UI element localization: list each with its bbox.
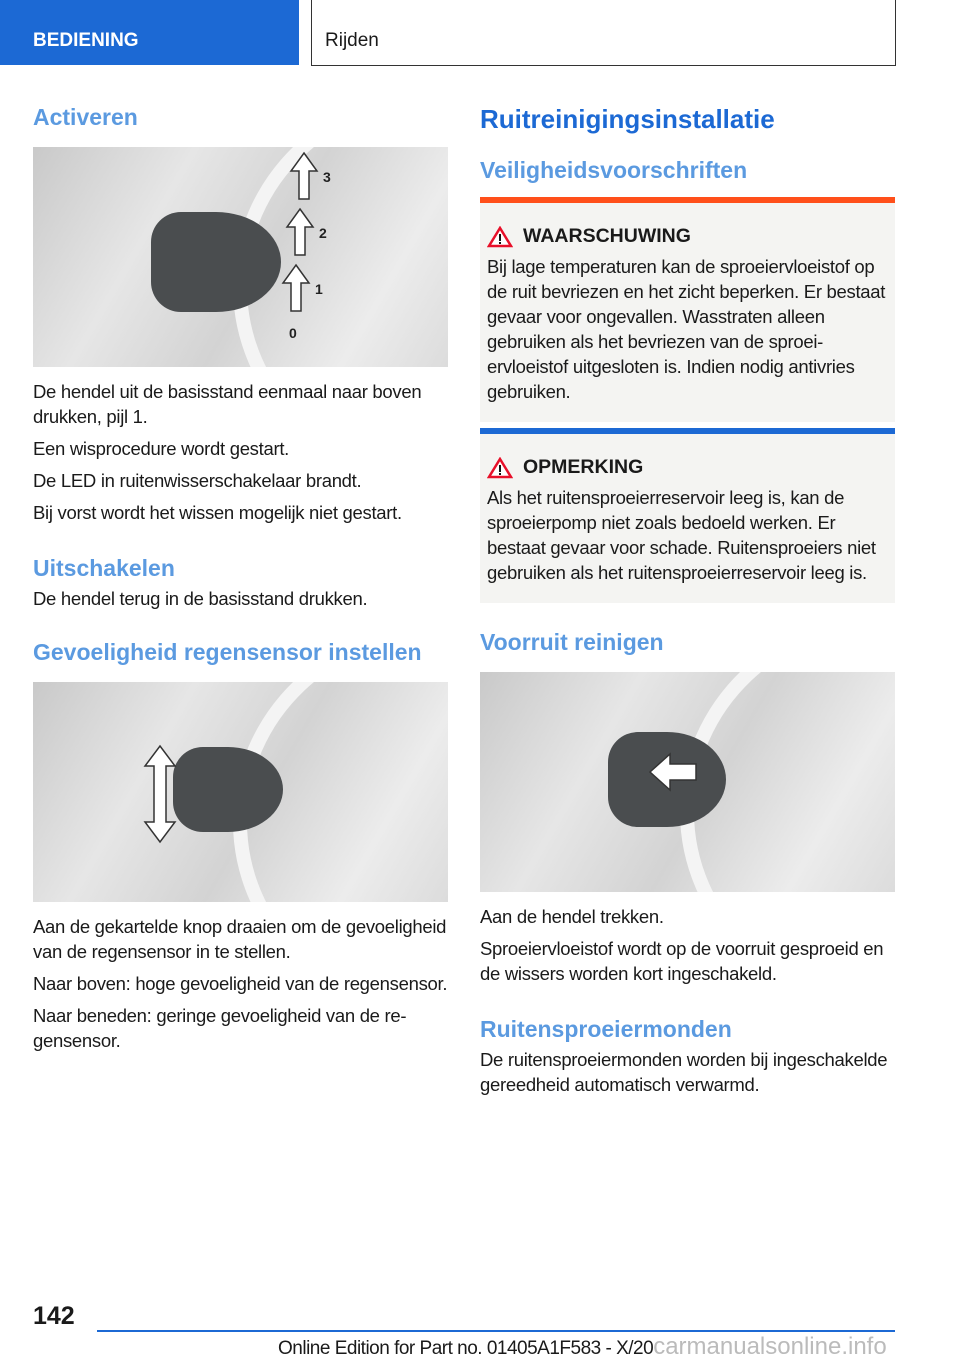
rotate-arrow-icon <box>143 744 177 844</box>
paragraph: De hendel terug in de basisstand drukken. <box>33 588 368 609</box>
note-text: Als het ruitensproeierreservoir leeg is, kan de sproeierpomp niet zoals bedoeld werken. Er bestaat gevaar voor schade. Ruitensproeiers niet gebruiken als het ruitensproeierreservoir leeg is. <box>487 487 876 583</box>
figure-label: 1 <box>315 281 323 297</box>
paragraph: De hendel uit de basisstand eenmaal naar boven drukken, pijl 1. <box>33 381 422 427</box>
chapter-title: Rijden <box>311 0 896 66</box>
figure-wiper-lever-pull <box>480 672 895 892</box>
watermark: carmanualsonline.info <box>653 1333 887 1360</box>
arrow-left-icon <box>648 752 698 792</box>
heading-activeren: Activeren <box>33 104 138 130</box>
page-section-title: Ruitreinigingsinstallatie <box>480 104 775 134</box>
footer <box>278 1333 887 1361</box>
arrow-up-icon <box>281 263 311 313</box>
heading-gevoeligheid: Gevoeligheid regensensor instellen <box>33 639 422 665</box>
paragraph: Aan de gekartelde knop draaien om de gevoeligheid van de regensensor in te stellen. <box>33 916 447 962</box>
note-box <box>480 434 895 603</box>
warning-triangle-icon <box>487 226 513 248</box>
heading-voorruit: Voorruit reinigen <box>480 629 664 655</box>
note-title: OPMERKING <box>523 456 644 478</box>
paragraph: Sproeiervloeistof wordt op de voorruit gesproeid en de wissers worden kort ingeschakeld. <box>480 938 884 984</box>
heading-veiligheid: Veiligheidsvoorschriften <box>480 157 748 183</box>
paragraph: Aan de hendel trekken. <box>480 906 664 927</box>
left-column <box>33 104 448 1060</box>
warning-title: WAARSCHUWING <box>523 225 691 247</box>
edition-text: Online Edition for Part no. 01405A1F583 - X/20 <box>278 1338 654 1359</box>
figure-rain-sensor-knob <box>33 682 448 902</box>
footer-divider <box>97 1330 895 1332</box>
warning-box <box>480 203 895 422</box>
paragraph: De LED in ruitenwisserschakelaar brandt. <box>33 470 362 491</box>
heading-uitschakelen: Uitschakelen <box>33 555 175 581</box>
paragraph: Naar beneden: geringe gevoeligheid van de regensensor. <box>33 1005 407 1051</box>
right-column <box>480 104 895 1104</box>
figure-label: 2 <box>319 225 327 241</box>
warning-text: Bij lage temperaturen kan de sproeiervloeistof op de ruit bevriezen en het zicht beperken. Er bestaat gevaar voor ongevallen. Wasstraten alleen gebruiken als het bevriezen van de sproeiervloeistof uitgesloten is. Indien nodig antivries gebruiken. <box>487 256 886 402</box>
figure-label: 0 <box>289 325 297 341</box>
heading-sproeiermonden: Ruitensproeiermonden <box>480 1016 732 1042</box>
warning-triangle-icon <box>487 457 513 479</box>
page-number: 142 <box>33 1302 75 1330</box>
paragraph: Bij vorst wordt het wissen mogelijk niet gestart. <box>33 502 402 523</box>
figure-label: 3 <box>323 169 331 185</box>
arrow-up-icon <box>289 151 319 201</box>
paragraph: Naar boven: hoge gevoeligheid van de regensensor. <box>33 973 448 994</box>
section-tab: BEDIENING <box>0 0 299 65</box>
arrow-up-icon <box>285 207 315 257</box>
figure-wiper-lever-activate <box>33 147 448 367</box>
paragraph: Een wisprocedure wordt gestart. <box>33 438 289 459</box>
paragraph: De ruitensproeiermonden worden bij ingeschakelde gereedheid automatisch verwarmd. <box>480 1049 888 1095</box>
